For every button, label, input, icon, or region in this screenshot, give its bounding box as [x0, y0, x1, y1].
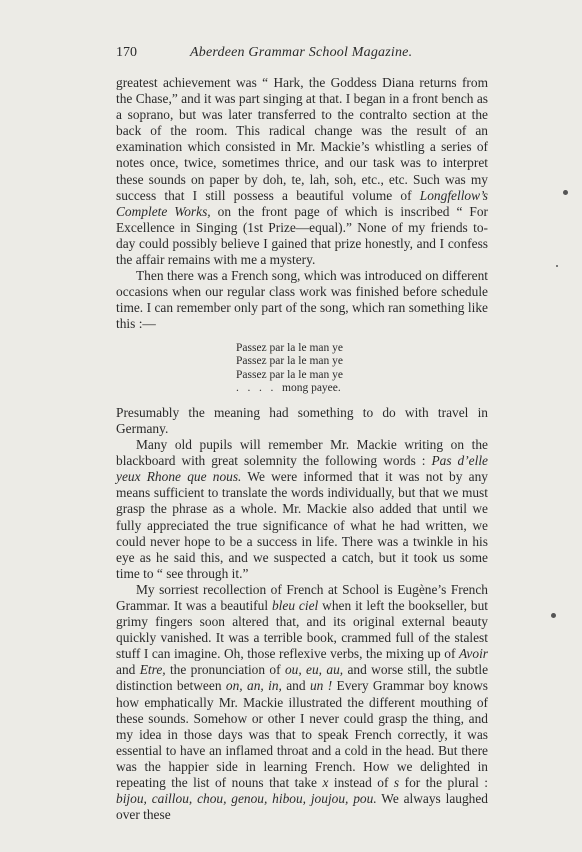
paragraph	[116, 405, 488, 437]
verse-line: . . . . mong payee.	[236, 382, 341, 395]
text-run: We were informed that it was not by any means sufficient to translate the words individually, but that we must grasp the phrase as a whole. Mr. Mackie also added that until we fully appreciated the true significance of what he had written, we could never hope to be a success in life. There was a twinkle in his eye as he said this, and we suspected a catch, but it took us some time to “ see through it.”	[116, 469, 488, 581]
paragraph-group-after-verse	[116, 405, 488, 823]
verse-line: Passez par la le man ye	[236, 355, 343, 368]
margin-speck	[563, 190, 568, 195]
italic-text: Etre,	[139, 662, 166, 678]
italic-text: x	[322, 775, 329, 791]
text-run: Every Grammar boy knows how emphatically Mr. Mackie illustrated the different mouthing of these sounds. Somehow or other I never could grasp the thing, and my idea in those days was that to speak French correctly, it was essential to have an inflamed throat and a cold in the head. But there was the happier side in learning French. How we delighted in repeating the list of nouns that take	[116, 678, 488, 791]
page-header	[116, 45, 488, 65]
text-run: and worse still, the subtle distinction between	[116, 662, 489, 694]
text-run: on the front page of which is inscribed “ For Excellence in Singing (1st Prize—equal).” None of my friends to-day could possibly believe I gained that prize honestly, and I confess the affair remains with me a mystery.	[116, 203, 488, 268]
text-run: and	[116, 662, 140, 678]
italic-text: Pas d’elle yeux Rhone que nous.	[116, 453, 488, 485]
italic-text: ou, eu, au,	[284, 662, 344, 678]
text-run: for the plural :	[399, 775, 488, 791]
paragraph-group-before-verse	[116, 75, 488, 333]
paragraph	[116, 268, 488, 332]
text-run: Presumably the meaning had something to do with travel in Germany.	[116, 404, 488, 436]
paragraph	[116, 582, 488, 823]
text-run: when it left the bookseller, but grimy fingers soon altered that, and its original external beauty quickly vanished. It was a terrible book, crammed full of the stalest stuff I can imagine. Oh, those reflexive verbs, the mixing up of	[116, 598, 489, 662]
text-run: We always laughed over these	[116, 791, 488, 823]
verse-line: Passez par la le man ye	[236, 341, 343, 354]
text-run: Many old pupils will remember Mr. Mackie writing on the blackboard with great solemnity the following words :	[116, 437, 488, 469]
running-title: Aberdeen Grammar School Magazine.	[190, 45, 413, 60]
italic-text: on, an, in,	[225, 678, 282, 694]
margin-speck	[556, 265, 558, 267]
italic-text: bleu ciel	[271, 598, 319, 613]
paragraph	[116, 75, 488, 268]
italic-text: un !	[309, 678, 333, 694]
paragraph	[116, 437, 488, 582]
margin-speck	[551, 613, 556, 618]
text-run: instead of	[328, 775, 394, 791]
text-run: Then there was a French song, which was introduced on different occasions when our regular class work was finished before schedule time. I can remember only part of the song, which ran something like this :—	[116, 268, 488, 332]
text-run: and	[281, 678, 310, 694]
article-body	[116, 75, 488, 823]
song-verse	[236, 342, 488, 396]
page-number: 170	[116, 45, 137, 60]
text-run: greatest achievement was “ Hark, the Goddess Diana returns from the Chase,” and it was part singing at that. I began in a front bench as a soprano, but was later transferred to the contralto section at the back of the room. This radical change was the result of an examination which consisted in Mr. Mackie’s whistling a series of notes once, twice, sometimes thrice, and our task was to interpret these sounds on paper by doh, te, lah, soh, etc., etc. Such was my success that I still possess a beautiful volume of	[116, 75, 488, 203]
italic-text: Avoir	[458, 646, 488, 662]
italic-text: Longfellow’s Complete Works,	[116, 187, 488, 219]
text-run: My sorriest recollection of French at School is Eugène’s French Grammar. It was a beautiful	[116, 581, 488, 613]
italic-text: s	[393, 775, 400, 791]
italic-text: bijou, caillou, chou, genou, hibou, joujou, pou.	[116, 791, 377, 807]
verse-line: Passez par la le man ye	[236, 368, 343, 381]
text-run: the pronunciation of	[165, 662, 285, 678]
